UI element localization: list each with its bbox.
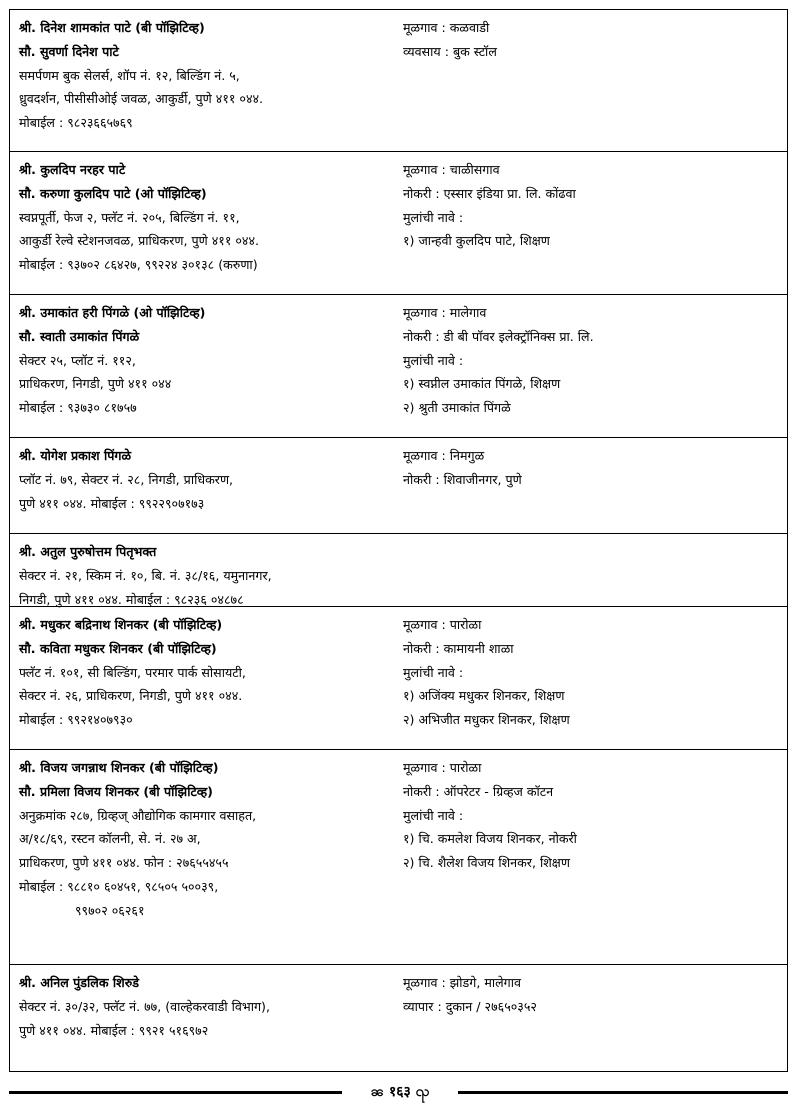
address-line: ध्रुवदर्शन, पीसीसीओई जवळ, आकुर्डी, पुणे ४११ ०४४. [19, 91, 264, 107]
entry-family-details [403, 613, 778, 732]
directory-entry [10, 295, 787, 438]
page-number-text: १६३ [388, 1084, 411, 1100]
page-footer [9, 1082, 788, 1102]
footer-ornament-left: ၼ [370, 1084, 385, 1100]
address-line: आकुर्डी रेल्वे स्टेशनजवळ, प्राधिकरण, पुणे ४११ ०४४. [19, 233, 260, 249]
address-line: मोबाईल : ९३७३० ८१७५७ [19, 400, 137, 416]
entry-contact-details [19, 540, 399, 611]
entry-family-details [403, 971, 778, 1019]
detail-line: १) स्वप्नील उमाकांत पिंगळे, शिक्षण [403, 376, 561, 392]
entry-family-details [403, 756, 778, 875]
address-line: पुणे ४११ ०४४. मोबाईल : ९९२१ ५१६९७२ [19, 1022, 209, 1038]
detail-line: मुलांची नावे : [403, 209, 464, 225]
entry-family-details [403, 158, 778, 253]
detail-line: व्यापार : दुकान / २७६५०३५२ [403, 998, 537, 1014]
directory-entry [10, 534, 787, 607]
footer-rule-left [9, 1091, 342, 1094]
entry-family-details [403, 301, 778, 420]
detail-line: नोकरी : ऑपरेटर - ग्रिव्हज कॉटन [403, 783, 554, 799]
entry-family-details [403, 16, 778, 64]
directory-entry [10, 965, 787, 1073]
directory-entry [10, 152, 787, 295]
address-line: स्वप्नपूर्ती, फेज २, फ्लॅट नं. २०५, बिल्डिंग नं. ११, [19, 209, 240, 225]
address-line: प्लॉट नं. ७९, सेक्टर नं. २८, निगडी, प्राधिकरण, [19, 471, 234, 487]
address-line: फ्लॅट नं. १०१, सी बिल्डिंग, परमार पार्क सोसायटी, [19, 664, 246, 680]
detail-line: मूळगाव : पारोळा [403, 760, 482, 775]
detail-line: व्यवसाय : बुक स्टॉल [403, 43, 497, 59]
directory-entry [10, 438, 787, 534]
person-name: श्री. दिनेश शामकांत पाटे (बी पॉझिटिव्ह) [19, 20, 205, 35]
detail-line: मुलांची नावे : [403, 807, 464, 823]
detail-line: मूळगाव : मालेगाव [403, 305, 487, 320]
footer-rule-right [458, 1091, 788, 1094]
address-line: अनुक्रमांक २८७, ग्रिव्हज् औद्योगिक कामगार वसाहत, [19, 807, 257, 823]
person-name: श्री. कुलदिप नरहर पाटे [19, 162, 126, 177]
detail-line: मुलांची नावे : [403, 352, 464, 368]
person-name: श्री. अनिल पुंडलिक शिरुडे [19, 975, 139, 990]
address-line: पुणे ४११ ०४४. मोबाईल : ९९२२९०७१७३ [19, 495, 205, 511]
address-line: अ/१८/६९, रस्टन कॉलनी, से. नं. २७ अ, [19, 831, 201, 847]
address-line: मोबाईल : ९८२३६६५७६९ [19, 115, 133, 131]
person-name: सौ. प्रमिला विजय शिनकर (बी पॉझिटिव्ह) [19, 783, 213, 799]
entry-contact-details [19, 971, 399, 1042]
detail-line: नोकरी : एस्सार इंडिया प्रा. लि. कोंढवा [403, 185, 576, 201]
person-name: श्री. मधुकर बद्रिनाथ शिनकर (बी पॉझिटिव्ह) [19, 617, 223, 632]
address-line: सेक्टर नं. २१, स्किम नं. १०, बि. नं. ३८/१६, यमुनानगर, [19, 567, 272, 583]
address-line: सेक्टर नं. ३०/३२, फ्लॅट नं. ७७, (वाल्हेकरवाडी विभाग), [19, 998, 270, 1014]
entry-contact-details [19, 16, 399, 135]
entry-family-details [403, 444, 778, 492]
person-name: श्री. योगेश प्रकाश पिंगळे [19, 448, 132, 463]
detail-line: नोकरी : शिवाजीनगर, पुणे [403, 471, 522, 487]
directory-entry [10, 10, 787, 152]
address-line: सेक्टर २५, प्लॉट नं. ११२, [19, 352, 136, 368]
address-line: सेक्टर नं. २६, प्राधिकरण, निगडी, पुणे ४११ ०४४. [19, 688, 243, 704]
person-name: सौ. कविता मधुकर शिनकर (बी पॉझिटिव्ह) [19, 640, 217, 656]
detail-line: २) अभिजीत मधुकर शिनकर, शिक्षण [403, 712, 570, 728]
contact-directory [9, 9, 788, 1072]
entry-contact-details [19, 301, 399, 420]
person-name: सौ. करुणा कुलदिप पाटे (ओ पॉझिटिव्ह) [19, 185, 207, 201]
detail-line: १) चि. कमलेश विजय शिनकर, नोकरी [403, 831, 577, 847]
detail-line: १) जान्हवी कुलदिप पाटे, शिक्षण [403, 233, 550, 249]
address-line: प्राधिकरण, पुणे ४११ ०४४. फोन : २७६५५४५५ [19, 855, 229, 871]
page-number [342, 1082, 458, 1102]
footer-ornament-right: ၺ [415, 1084, 430, 1100]
entry-contact-details [19, 444, 399, 515]
detail-line: १) अजिंक्य मधुकर शिनकर, शिक्षण [403, 688, 565, 704]
detail-line: मूळगाव : झोडगे, मालेगाव [403, 975, 522, 990]
detail-line: मूळगाव : निमगुळ [403, 448, 485, 463]
person-name: श्री. अतुल पुरुषोत्तम पितृभक्त [19, 544, 157, 559]
person-name: श्री. विजय जगन्नाथ शिनकर (बी पॉझिटिव्ह) [19, 760, 219, 775]
person-name: श्री. उमाकांत हरी पिंगळे (ओ पॉझिटिव्ह) [19, 305, 206, 320]
directory-entry [10, 607, 787, 750]
address-line: समर्पणम बुक सेलर्स, शॉप नं. १२, बिल्डिंग नं. ५, [19, 67, 240, 83]
detail-line: मूळगाव : कळवाडी [403, 20, 490, 35]
address-line: प्राधिकरण, निगडी, पुणे ४११ ०४४ [19, 376, 172, 392]
address-line: मोबाईल : ९८८१० ६०४५१, ९८५०५ ५००३९, [19, 878, 219, 894]
entry-contact-details [19, 613, 399, 732]
person-name: सौ. स्वाती उमाकांत पिंगळे [19, 328, 140, 344]
detail-line: २) चि. शैलेश विजय शिनकर, शिक्षण [403, 855, 570, 871]
detail-line: मुलांची नावे : [403, 664, 464, 680]
person-name: सौ. सुवर्णा दिनेश पाटे [19, 43, 119, 59]
directory-entry [10, 750, 787, 965]
entry-contact-details [19, 756, 399, 923]
entry-contact-details [19, 158, 399, 277]
address-line: ९९७०२ ०६२६१ [75, 902, 145, 918]
detail-line: मूळगाव : पारोळा [403, 617, 482, 632]
address-line: मोबाईल : ९९२१४०७९३० [19, 712, 133, 728]
address-line: मोबाईल : ९३७०२ ८६४२७, ९९२२४ ३०१३८ (करुणा) [19, 257, 258, 273]
detail-line: नोकरी : कामायनी शाळा [403, 640, 514, 656]
address-line: निगडी, पुणे ४११ ०४४. मोबाईल : ९८२३६ ०४८७८ [19, 591, 244, 607]
detail-line: मूळगाव : चाळीसगाव [403, 162, 500, 177]
detail-line: नोकरी : डी बी पॉवर इलेक्ट्रॉनिक्स प्रा. लि. [403, 328, 594, 344]
detail-line: २) श्रुती उमाकांत पिंगळे [403, 400, 511, 416]
